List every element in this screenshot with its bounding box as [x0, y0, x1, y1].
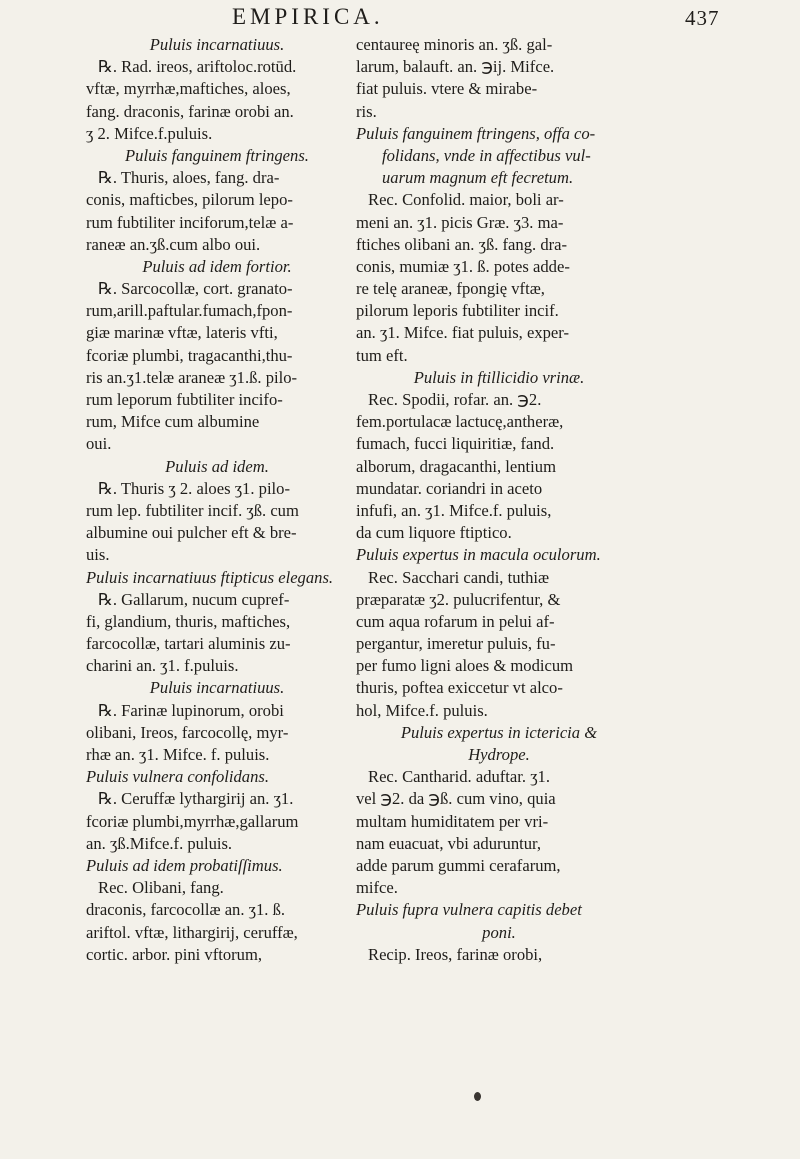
- text-line: re telę araneæ, fpongię vftæ,: [356, 279, 545, 299]
- text-line: per fumo ligni aloes & modicum: [356, 656, 574, 676]
- text-line: infufi, an. ʒ1. Mifce.f. puluis,: [356, 500, 552, 520]
- text-line: albumine oui pulcher eft & bre-: [86, 523, 297, 543]
- text-line: fumach, fucci liquiritiæ, fand.: [356, 434, 555, 454]
- recipe-heading: Puluis incarnatiuus.: [149, 35, 285, 54]
- text-line: conis, mafticbes, pilorum lepo-: [86, 190, 293, 210]
- recipe-heading: Puluis fanguinem ftringens, offa co-: [356, 123, 596, 143]
- recipe-heading: Puluis expertus in ictericia &: [400, 722, 598, 742]
- running-head: EMPIRICA.: [232, 4, 384, 29]
- text-line: hol, Mifce.f. puluis.: [356, 700, 488, 720]
- text-line: ℞. Gallarum, nucum cupref-: [98, 589, 290, 609]
- text-line: conis, mumiæ ʒ1. ß. potes adde-: [356, 256, 570, 276]
- text-line: an. ʒ1. Mifce. fiat puluis, exper-: [356, 323, 570, 343]
- recipe-heading: Puluis in ftillicidio vrinæ.: [413, 367, 585, 387]
- recipe-heading: Puluis incarnatiuus.: [149, 678, 285, 698]
- text-line: pergantur, imeretur puluis, fu-: [356, 634, 556, 654]
- text-line: draconis, farcocollæ an. ʒ1. ß.: [86, 900, 286, 920]
- text-line: multam humiditatem per vri-: [356, 811, 549, 831]
- recipe-heading: Puluis vulnera confolidans.: [86, 767, 269, 787]
- text-line: mifce.: [356, 878, 398, 898]
- text-line: rum lep. fubtiliter incif. ʒß. cum: [86, 500, 299, 520]
- text-line: rum, Mifce cum albumine: [86, 412, 260, 432]
- recipe-heading: Puluis fupra vulnera capitis debet: [356, 900, 582, 920]
- recipe-heading: Puluis ad idem fortior.: [142, 256, 292, 276]
- text-line: fcoriæ plumbi,myrrhæ,gallarum: [86, 811, 299, 831]
- text-line: farcocollæ, tartari aluminis zu-: [86, 634, 291, 654]
- text-line: fi, glandium, thuris, maftiches,: [86, 611, 291, 631]
- recipe-heading: Puluis ad idem probatiſſimus.: [86, 855, 283, 875]
- text-line: ℞. Ceruffæ lythargirij an. ʒ1.: [98, 789, 294, 809]
- recipe-heading: Puluis fanguinem ftringens.: [125, 145, 309, 165]
- text-line: adde parum gummi cerafarum,: [356, 855, 561, 875]
- text-line: mundatar. coriandri in aceto: [356, 478, 543, 498]
- recipe-heading: Hydrope.: [468, 745, 530, 764]
- text-line: fcoriæ plumbi, tragacanthi,thu-: [86, 345, 293, 365]
- text-line: ʒ 2. Mifce.f.puluis.: [86, 123, 213, 143]
- recipe-heading: Puluis incarnatiuus ftipticus elegans.: [86, 567, 334, 587]
- text-line: Rec. Olibani, fang.: [98, 878, 224, 898]
- text-line: Recip. Ireos, farinæ orobi,: [368, 944, 543, 964]
- text-line: Rec. Spodii, rofar. an. ℈2.: [368, 390, 542, 409]
- text-line: an. ʒß.Mifce.f. puluis.: [86, 833, 233, 853]
- text-line: præparatæ ʒ2. pulucrifentur, &: [356, 589, 561, 609]
- text-line: cum aqua rofarum in pelui af-: [356, 611, 555, 631]
- recipe-heading: uarum magnum eft fecretum.: [382, 168, 574, 188]
- text-line: ris an.ʒ1.telæ araneæ ʒ1.ß. pilo-: [86, 367, 298, 387]
- recipe-heading: folidans, vnde in affectibus vul-: [382, 145, 591, 165]
- text-line: ftiches olibani an. ʒß. fang. dra-: [356, 234, 568, 254]
- left-column: [86, 34, 348, 966]
- text-line: ris.: [356, 101, 377, 121]
- text-line: rum leporum fubtiliter incifo-: [86, 390, 283, 409]
- text-line: raneæ an.ʒß.cum albo oui.: [86, 234, 261, 254]
- text-line: ariftol. vftæ, lithargirij, ceruffæ,: [86, 922, 298, 942]
- text-line: ℞. Farinæ lupinorum, orobi: [98, 700, 284, 720]
- ink-blot-ornament: [474, 1092, 481, 1101]
- text-line: ℞. Thuris ʒ 2. aloes ʒ1. pilo-: [98, 478, 290, 498]
- text-line: fang. draconis, farinæ orobi an.: [86, 101, 294, 121]
- text-line: rum,arill.paftular.fumach,fpon-: [86, 301, 293, 321]
- text-line: fiat puluis. vtere & mirabe-: [356, 79, 538, 99]
- text-line: larum, balauft. an. ℈ij. Mifce.: [356, 57, 555, 77]
- text-line: centaureę minoris an. ʒß. gal-: [356, 35, 553, 54]
- text-line: thuris, poftea exiccetur vt alco-: [356, 678, 563, 698]
- text-line: meni an. ʒ1. picis Græ. ʒ3. ma-: [356, 212, 564, 232]
- text-line: tum eft.: [356, 345, 408, 365]
- text-line: vel ℈2. da ℈ß. cum vino, quia: [356, 789, 556, 809]
- text-line: giæ marinæ vftæ, lateris vfti,: [86, 323, 278, 343]
- right-column: [356, 34, 642, 966]
- text-line: ℞. Sarcocollæ, cort. granato-: [98, 279, 293, 299]
- page-header: [0, 4, 800, 34]
- page-number: 437: [685, 6, 720, 30]
- text-line: alborum, dragacanthi, lentium: [356, 456, 556, 476]
- text-line: oui.: [86, 434, 112, 454]
- text-line: olibani, Ireos, farcocollę, myr-: [86, 722, 289, 742]
- text-line: uis.: [86, 545, 110, 565]
- text-line: vftæ, myrrhæ,maftiches, aloes,: [86, 79, 291, 99]
- text-line: cortic. arbor. pini vftorum,: [86, 944, 263, 964]
- recipe-heading: poni.: [482, 922, 516, 942]
- text-line: rhæ an. ʒ1. Mifce. f. puluis.: [86, 745, 270, 764]
- text-line: nam euacuat, vbi aduruntur,: [356, 833, 542, 853]
- text-line: charini an. ʒ1. f.puluis.: [86, 656, 239, 676]
- text-line: Rec. Sacchari candi, tuthiæ: [368, 567, 550, 587]
- text-line: fem.portulacæ lactucę,antheræ,: [356, 412, 564, 432]
- text-line: pilorum leporis fubtiliter incif.: [356, 301, 559, 321]
- text-line: Rec. Cantharid. aduftar. ʒ1.: [368, 767, 551, 787]
- text-line: ℞. Rad. ireos, ariftoloc.rotūd.: [98, 57, 297, 77]
- text-line: rum fubtiliter inciforum,telæ a-: [86, 212, 294, 232]
- text-line: da cum liquore ftiptico.: [356, 523, 512, 543]
- text-line: ℞. Thuris, aloes, fang. dra-: [98, 168, 280, 188]
- recipe-heading: Puluis expertus in macula oculorum.: [356, 545, 601, 565]
- text-line: Rec. Confolid. maior, boli ar-: [368, 190, 564, 210]
- recipe-heading: Puluis ad idem.: [165, 456, 269, 476]
